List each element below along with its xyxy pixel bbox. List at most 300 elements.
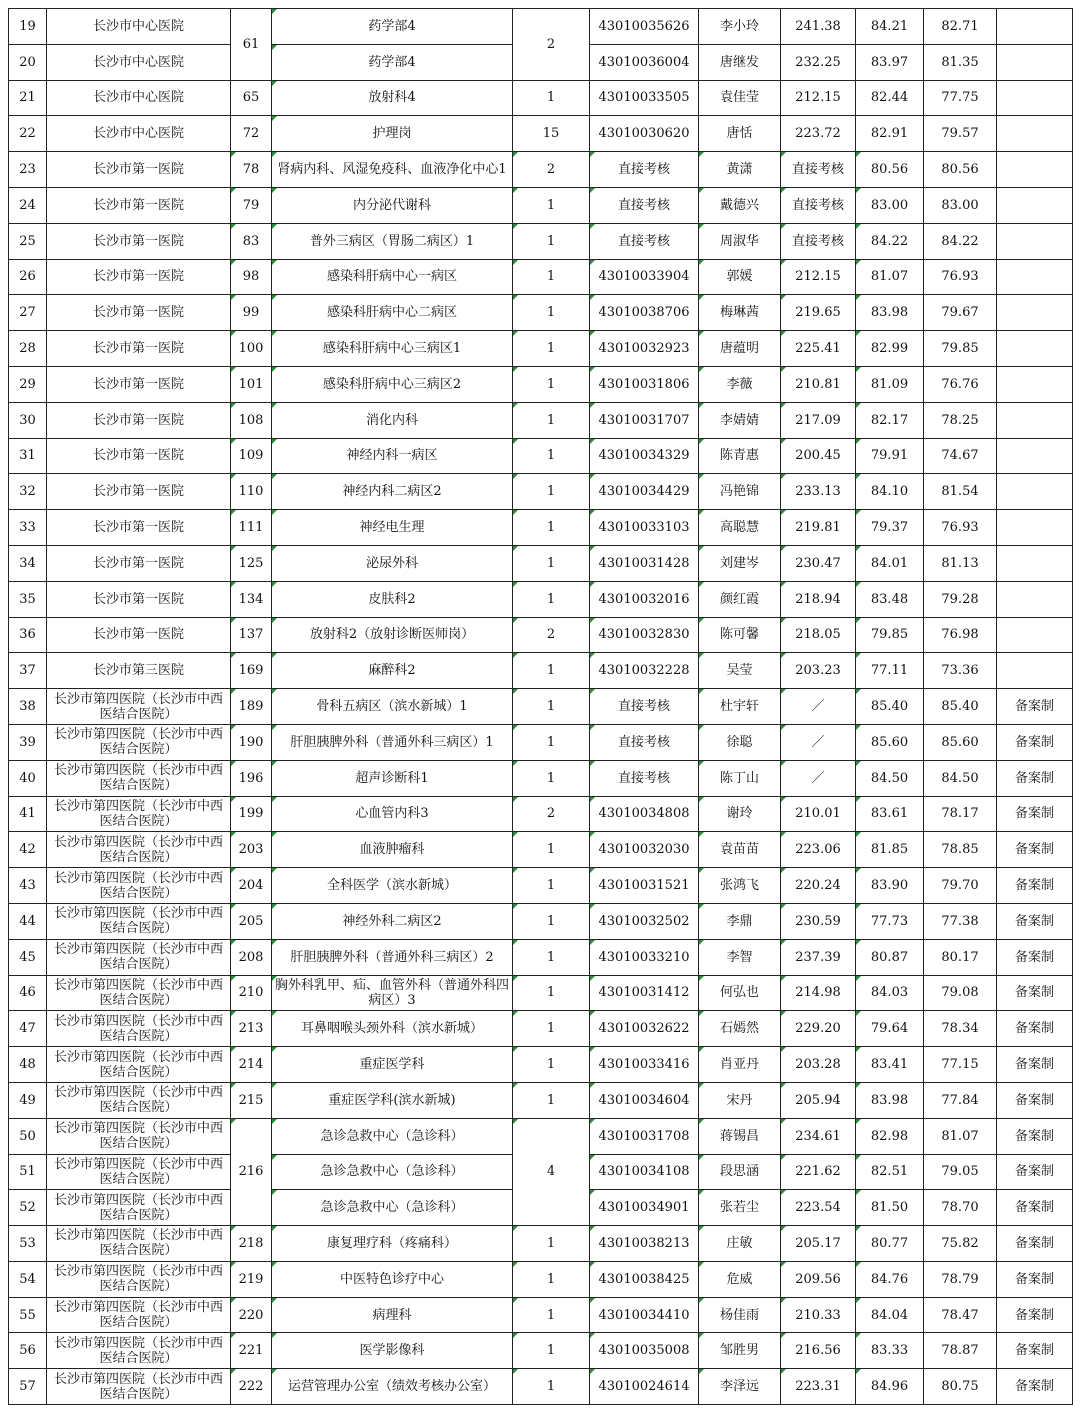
hiring-plan-cell: 1 bbox=[513, 366, 590, 402]
candidate-name-cell: 陈可馨 bbox=[699, 617, 781, 653]
hiring-plan-cell: 1 bbox=[513, 295, 590, 331]
table-row bbox=[9, 832, 1073, 868]
remark-cell bbox=[997, 510, 1073, 546]
hiring-plan-cell: 1 bbox=[513, 187, 590, 223]
total-score-cell: 80.56 bbox=[924, 152, 997, 188]
row-number-cell: 39 bbox=[9, 724, 47, 760]
table-row bbox=[9, 1118, 1073, 1154]
hiring-plan-cell: 1 bbox=[513, 438, 590, 474]
hiring-plan-cell: 1 bbox=[513, 1261, 590, 1297]
hiring-plan-cell: 2 bbox=[513, 9, 590, 81]
ticket-number-cell: 43010033416 bbox=[590, 1047, 699, 1083]
interview-score-cell: 83.61 bbox=[856, 796, 924, 832]
department-cell: 神经内科二病区2 bbox=[272, 474, 513, 510]
interview-score-cell: 77.11 bbox=[856, 653, 924, 689]
row-number-cell: 23 bbox=[9, 152, 47, 188]
hiring-plan-cell: 1 bbox=[513, 80, 590, 116]
candidate-name-cell: 张若尘 bbox=[699, 1190, 781, 1226]
hospital-cell: 长沙市第四医院（长沙市中西医结合医院） bbox=[47, 975, 231, 1011]
table-row bbox=[9, 152, 1073, 188]
interview-score-cell: 82.98 bbox=[856, 1118, 924, 1154]
hiring-plan-cell: 2 bbox=[513, 617, 590, 653]
position-code-cell: 214 bbox=[231, 1047, 272, 1083]
total-score-cell: 81.13 bbox=[924, 545, 997, 581]
candidate-name-cell: 陈青惠 bbox=[699, 438, 781, 474]
hospital-cell: 长沙市第四医院（长沙市中西医结合医院） bbox=[47, 1118, 231, 1154]
written-score-cell: 230.59 bbox=[781, 903, 856, 939]
hiring-plan-cell: 1 bbox=[513, 689, 590, 725]
table-row bbox=[9, 903, 1073, 939]
hiring-plan-cell: 1 bbox=[513, 581, 590, 617]
table-row bbox=[9, 1369, 1073, 1405]
written-score-cell: 210.33 bbox=[781, 1297, 856, 1333]
department-cell: 感染科肝病中心二病区 bbox=[272, 295, 513, 331]
row-number-cell: 28 bbox=[9, 331, 47, 367]
candidate-name-cell: 危威 bbox=[699, 1261, 781, 1297]
candidate-name-cell: 李婧婧 bbox=[699, 402, 781, 438]
total-score-cell: 76.93 bbox=[924, 510, 997, 546]
remark-cell bbox=[997, 223, 1073, 259]
written-score-cell: 212.15 bbox=[781, 80, 856, 116]
candidate-name-cell: 梅琳茜 bbox=[699, 295, 781, 331]
department-cell: 病理科 bbox=[272, 1297, 513, 1333]
ticket-number-cell: 43010032016 bbox=[590, 581, 699, 617]
row-number-cell: 35 bbox=[9, 581, 47, 617]
written-score-cell: 223.72 bbox=[781, 116, 856, 152]
candidate-name-cell: 吴莹 bbox=[699, 653, 781, 689]
department-cell: 血液肿瘤科 bbox=[272, 832, 513, 868]
candidate-name-cell: 徐聪 bbox=[699, 724, 781, 760]
ticket-number-cell: 43010032830 bbox=[590, 617, 699, 653]
remark-cell: 备案制 bbox=[997, 1226, 1073, 1262]
table-body bbox=[9, 9, 1073, 1405]
candidate-name-cell: 唐蕴明 bbox=[699, 331, 781, 367]
candidate-name-cell: 李泽远 bbox=[699, 1369, 781, 1405]
remark-cell: 备案制 bbox=[997, 903, 1073, 939]
department-cell: 急诊急救中心（急诊科） bbox=[272, 1154, 513, 1190]
department-cell: 全科医学（滨水新城） bbox=[272, 868, 513, 904]
department-cell: 心血管内科3 bbox=[272, 796, 513, 832]
remark-cell bbox=[997, 474, 1073, 510]
hospital-cell: 长沙市第四医院（长沙市中西医结合医院） bbox=[47, 939, 231, 975]
remark-cell: 备案制 bbox=[997, 1297, 1073, 1333]
row-number-cell: 45 bbox=[9, 939, 47, 975]
hospital-cell: 长沙市第一医院 bbox=[47, 295, 231, 331]
interview-score-cell: 79.37 bbox=[856, 510, 924, 546]
position-code-cell: 208 bbox=[231, 939, 272, 975]
table-row bbox=[9, 116, 1073, 152]
department-cell: 重症医学科(滨水新城) bbox=[272, 1082, 513, 1118]
remark-cell bbox=[997, 152, 1073, 188]
hospital-cell: 长沙市第一医院 bbox=[47, 402, 231, 438]
total-score-cell: 77.84 bbox=[924, 1082, 997, 1118]
ticket-number-cell: 43010034410 bbox=[590, 1297, 699, 1333]
candidate-name-cell: 杜宇轩 bbox=[699, 689, 781, 725]
department-cell: 耳鼻咽喉头颈外科（滨水新城） bbox=[272, 1011, 513, 1047]
table-row bbox=[9, 223, 1073, 259]
hospital-cell: 长沙市中心医院 bbox=[47, 80, 231, 116]
total-score-cell: 82.71 bbox=[924, 9, 997, 45]
remark-cell bbox=[997, 44, 1073, 80]
interview-score-cell: 84.50 bbox=[856, 760, 924, 796]
table-row bbox=[9, 474, 1073, 510]
hospital-cell: 长沙市第一医院 bbox=[47, 510, 231, 546]
remark-cell: 备案制 bbox=[997, 1011, 1073, 1047]
written-score-cell: 223.06 bbox=[781, 832, 856, 868]
interview-score-cell: 82.17 bbox=[856, 402, 924, 438]
row-number-cell: 46 bbox=[9, 975, 47, 1011]
position-code-cell: 210 bbox=[231, 975, 272, 1011]
row-number-cell: 37 bbox=[9, 653, 47, 689]
total-score-cell: 76.98 bbox=[924, 617, 997, 653]
total-score-cell: 78.47 bbox=[924, 1297, 997, 1333]
hospital-cell: 长沙市第四医院（长沙市中西医结合医院） bbox=[47, 1333, 231, 1369]
department-cell: 神经外科二病区2 bbox=[272, 903, 513, 939]
hospital-cell: 长沙市第一医院 bbox=[47, 187, 231, 223]
remark-cell bbox=[997, 116, 1073, 152]
table-row bbox=[9, 796, 1073, 832]
hospital-cell: 长沙市第一医院 bbox=[47, 259, 231, 295]
position-code-cell: 199 bbox=[231, 796, 272, 832]
table-row bbox=[9, 1261, 1073, 1297]
row-number-cell: 50 bbox=[9, 1118, 47, 1154]
position-code-cell: 203 bbox=[231, 832, 272, 868]
department-cell: 皮肤科2 bbox=[272, 581, 513, 617]
position-code-cell: 61 bbox=[231, 9, 272, 81]
written-score-cell: 210.01 bbox=[781, 796, 856, 832]
remark-cell bbox=[997, 331, 1073, 367]
remark-cell bbox=[997, 9, 1073, 45]
position-code-cell: 98 bbox=[231, 259, 272, 295]
table-row bbox=[9, 259, 1073, 295]
total-score-cell: 81.07 bbox=[924, 1118, 997, 1154]
total-score-cell: 76.76 bbox=[924, 366, 997, 402]
position-code-cell: 101 bbox=[231, 366, 272, 402]
remark-cell bbox=[997, 295, 1073, 331]
hospital-cell: 长沙市第四医院（长沙市中西医结合医院） bbox=[47, 1261, 231, 1297]
total-score-cell: 77.75 bbox=[924, 80, 997, 116]
written-score-cell: 217.09 bbox=[781, 402, 856, 438]
total-score-cell: 74.67 bbox=[924, 438, 997, 474]
candidate-name-cell: 李鼎 bbox=[699, 903, 781, 939]
table-row bbox=[9, 9, 1073, 45]
department-cell: 消化内科 bbox=[272, 402, 513, 438]
interview-score-cell: 84.22 bbox=[856, 223, 924, 259]
interview-score-cell: 81.85 bbox=[856, 832, 924, 868]
written-score-cell: 210.81 bbox=[781, 366, 856, 402]
position-code-cell: 204 bbox=[231, 868, 272, 904]
ticket-number-cell: 43010035008 bbox=[590, 1333, 699, 1369]
written-score-cell: 203.28 bbox=[781, 1047, 856, 1083]
remark-cell bbox=[997, 653, 1073, 689]
written-score-cell: 203.23 bbox=[781, 653, 856, 689]
hospital-cell: 长沙市第四医院（长沙市中西医结合医院） bbox=[47, 689, 231, 725]
hospital-cell: 长沙市第四医院（长沙市中西医结合医院） bbox=[47, 796, 231, 832]
position-code-cell: 134 bbox=[231, 581, 272, 617]
remark-cell: 备案制 bbox=[997, 1082, 1073, 1118]
interview-score-cell: 83.41 bbox=[856, 1047, 924, 1083]
remark-cell: 备案制 bbox=[997, 1261, 1073, 1297]
candidate-name-cell: 段思涵 bbox=[699, 1154, 781, 1190]
table-row bbox=[9, 1297, 1073, 1333]
written-score-cell: 233.13 bbox=[781, 474, 856, 510]
written-score-cell: 232.25 bbox=[781, 44, 856, 80]
table-row bbox=[9, 724, 1073, 760]
total-score-cell: 78.70 bbox=[924, 1190, 997, 1226]
department-cell: 急诊急救中心（急诊科） bbox=[272, 1118, 513, 1154]
row-number-cell: 24 bbox=[9, 187, 47, 223]
department-cell: 内分泌代谢科 bbox=[272, 187, 513, 223]
hospital-cell: 长沙市第一医院 bbox=[47, 223, 231, 259]
total-score-cell: 79.85 bbox=[924, 331, 997, 367]
position-code-cell: 111 bbox=[231, 510, 272, 546]
position-code-cell: 218 bbox=[231, 1226, 272, 1262]
department-cell: 感染科肝病中心三病区1 bbox=[272, 331, 513, 367]
row-number-cell: 48 bbox=[9, 1047, 47, 1083]
written-score-cell: 212.15 bbox=[781, 259, 856, 295]
position-code-cell: 65 bbox=[231, 80, 272, 116]
total-score-cell: 84.50 bbox=[924, 760, 997, 796]
department-cell: 中医特色诊疗中心 bbox=[272, 1261, 513, 1297]
remark-cell bbox=[997, 187, 1073, 223]
row-number-cell: 40 bbox=[9, 760, 47, 796]
department-cell: 放射科2（放射诊断医师岗） bbox=[272, 617, 513, 653]
interview-score-cell: 79.85 bbox=[856, 617, 924, 653]
row-number-cell: 42 bbox=[9, 832, 47, 868]
total-score-cell: 79.05 bbox=[924, 1154, 997, 1190]
department-cell: 重症医学科 bbox=[272, 1047, 513, 1083]
department-cell: 神经内科一病区 bbox=[272, 438, 513, 474]
hospital-cell: 长沙市第一医院 bbox=[47, 152, 231, 188]
row-number-cell: 29 bbox=[9, 366, 47, 402]
row-number-cell: 32 bbox=[9, 474, 47, 510]
ticket-number-cell: 43010033210 bbox=[590, 939, 699, 975]
row-number-cell: 38 bbox=[9, 689, 47, 725]
department-cell: 感染科肝病中心三病区2 bbox=[272, 366, 513, 402]
written-score-cell: 237.39 bbox=[781, 939, 856, 975]
remark-cell: 备案制 bbox=[997, 796, 1073, 832]
hospital-cell: 长沙市第一医院 bbox=[47, 617, 231, 653]
ticket-number-cell: 43010034329 bbox=[590, 438, 699, 474]
row-number-cell: 31 bbox=[9, 438, 47, 474]
remark-cell: 备案制 bbox=[997, 832, 1073, 868]
written-score-cell: 218.94 bbox=[781, 581, 856, 617]
results-table bbox=[8, 8, 1073, 1405]
written-score-cell: ／ bbox=[781, 724, 856, 760]
hiring-plan-cell: 1 bbox=[513, 868, 590, 904]
hiring-plan-cell: 1 bbox=[513, 724, 590, 760]
hospital-cell: 长沙市第四医院（长沙市中西医结合医院） bbox=[47, 1226, 231, 1262]
row-number-cell: 21 bbox=[9, 80, 47, 116]
written-score-cell: 223.31 bbox=[781, 1369, 856, 1405]
position-code-cell: 100 bbox=[231, 331, 272, 367]
ticket-number-cell: 43010031428 bbox=[590, 545, 699, 581]
ticket-number-cell: 43010033904 bbox=[590, 259, 699, 295]
interview-score-cell: 83.33 bbox=[856, 1333, 924, 1369]
written-score-cell: 223.54 bbox=[781, 1190, 856, 1226]
interview-score-cell: 83.97 bbox=[856, 44, 924, 80]
position-code-cell: 216 bbox=[231, 1118, 272, 1225]
total-score-cell: 75.82 bbox=[924, 1226, 997, 1262]
ticket-number-cell: 直接考核 bbox=[590, 760, 699, 796]
total-score-cell: 84.22 bbox=[924, 223, 997, 259]
department-cell: 药学部4 bbox=[272, 44, 513, 80]
table-row bbox=[9, 438, 1073, 474]
ticket-number-cell: 43010031521 bbox=[590, 868, 699, 904]
ticket-number-cell: 直接考核 bbox=[590, 724, 699, 760]
hiring-plan-cell: 15 bbox=[513, 116, 590, 152]
total-score-cell: 80.75 bbox=[924, 1369, 997, 1405]
written-score-cell: 234.61 bbox=[781, 1118, 856, 1154]
table-row bbox=[9, 80, 1073, 116]
department-cell: 医学影像科 bbox=[272, 1333, 513, 1369]
interview-score-cell: 84.76 bbox=[856, 1261, 924, 1297]
table-row bbox=[9, 295, 1073, 331]
total-score-cell: 80.17 bbox=[924, 939, 997, 975]
interview-score-cell: 80.77 bbox=[856, 1226, 924, 1262]
candidate-name-cell: 庄敏 bbox=[699, 1226, 781, 1262]
hiring-plan-cell: 1 bbox=[513, 545, 590, 581]
position-code-cell: 220 bbox=[231, 1297, 272, 1333]
row-number-cell: 49 bbox=[9, 1082, 47, 1118]
hiring-plan-cell: 1 bbox=[513, 1082, 590, 1118]
position-code-cell: 219 bbox=[231, 1261, 272, 1297]
candidate-name-cell: 李智 bbox=[699, 939, 781, 975]
remark-cell: 备案制 bbox=[997, 760, 1073, 796]
interview-score-cell: 84.96 bbox=[856, 1369, 924, 1405]
candidate-name-cell: 唐恬 bbox=[699, 116, 781, 152]
total-score-cell: 78.25 bbox=[924, 402, 997, 438]
interview-score-cell: 84.21 bbox=[856, 9, 924, 45]
written-score-cell: 直接考核 bbox=[781, 152, 856, 188]
table-row bbox=[9, 1011, 1073, 1047]
hospital-cell: 长沙市中心医院 bbox=[47, 44, 231, 80]
table-row bbox=[9, 868, 1073, 904]
interview-score-cell: 82.44 bbox=[856, 80, 924, 116]
written-score-cell: ／ bbox=[781, 689, 856, 725]
hospital-cell: 长沙市第四医院（长沙市中西医结合医院） bbox=[47, 1047, 231, 1083]
ticket-number-cell: 直接考核 bbox=[590, 223, 699, 259]
position-code-cell: 169 bbox=[231, 653, 272, 689]
total-score-cell: 79.57 bbox=[924, 116, 997, 152]
ticket-number-cell: 43010033505 bbox=[590, 80, 699, 116]
candidate-name-cell: 陈丁山 bbox=[699, 760, 781, 796]
written-score-cell: 218.05 bbox=[781, 617, 856, 653]
total-score-cell: 73.36 bbox=[924, 653, 997, 689]
hiring-plan-cell: 1 bbox=[513, 760, 590, 796]
department-cell: 放射科4 bbox=[272, 80, 513, 116]
row-number-cell: 43 bbox=[9, 868, 47, 904]
written-score-cell: 241.38 bbox=[781, 9, 856, 45]
candidate-name-cell: 郭媛 bbox=[699, 259, 781, 295]
position-code-cell: 109 bbox=[231, 438, 272, 474]
department-cell: 肝胆胰脾外科（普通外科三病区）2 bbox=[272, 939, 513, 975]
position-code-cell: 215 bbox=[231, 1082, 272, 1118]
hiring-plan-cell: 2 bbox=[513, 152, 590, 188]
row-number-cell: 33 bbox=[9, 510, 47, 546]
hospital-cell: 长沙市第四医院（长沙市中西医结合医院） bbox=[47, 868, 231, 904]
remark-cell bbox=[997, 259, 1073, 295]
candidate-name-cell: 邹胜男 bbox=[699, 1333, 781, 1369]
interview-score-cell: 80.56 bbox=[856, 152, 924, 188]
remark-cell bbox=[997, 545, 1073, 581]
position-code-cell: 72 bbox=[231, 116, 272, 152]
ticket-number-cell: 43010035626 bbox=[590, 9, 699, 45]
hospital-cell: 长沙市第四医院（长沙市中西医结合医院） bbox=[47, 1154, 231, 1190]
hospital-cell: 长沙市第三医院 bbox=[47, 653, 231, 689]
written-score-cell: 205.17 bbox=[781, 1226, 856, 1262]
hiring-plan-cell: 1 bbox=[513, 402, 590, 438]
row-number-cell: 52 bbox=[9, 1190, 47, 1226]
total-score-cell: 81.35 bbox=[924, 44, 997, 80]
row-number-cell: 44 bbox=[9, 903, 47, 939]
candidate-name-cell: 蒋锡昌 bbox=[699, 1118, 781, 1154]
hiring-plan-cell: 1 bbox=[513, 975, 590, 1011]
candidate-name-cell: 谢玲 bbox=[699, 796, 781, 832]
row-number-cell: 51 bbox=[9, 1154, 47, 1190]
table-row bbox=[9, 760, 1073, 796]
position-code-cell: 221 bbox=[231, 1333, 272, 1369]
candidate-name-cell: 宋丹 bbox=[699, 1082, 781, 1118]
department-cell: 护理岗 bbox=[272, 116, 513, 152]
ticket-number-cell: 43010032622 bbox=[590, 1011, 699, 1047]
hiring-plan-cell: 1 bbox=[513, 903, 590, 939]
table-row bbox=[9, 1333, 1073, 1369]
row-number-cell: 41 bbox=[9, 796, 47, 832]
written-score-cell: 209.56 bbox=[781, 1261, 856, 1297]
candidate-name-cell: 张鸿飞 bbox=[699, 868, 781, 904]
position-code-cell: 137 bbox=[231, 617, 272, 653]
total-score-cell: 77.38 bbox=[924, 903, 997, 939]
row-number-cell: 55 bbox=[9, 1297, 47, 1333]
table-row bbox=[9, 1047, 1073, 1083]
table-row bbox=[9, 653, 1073, 689]
department-cell: 神经电生理 bbox=[272, 510, 513, 546]
table-row bbox=[9, 510, 1073, 546]
table-row bbox=[9, 617, 1073, 653]
ticket-number-cell: 43010031412 bbox=[590, 975, 699, 1011]
hospital-cell: 长沙市第四医院（长沙市中西医结合医院） bbox=[47, 724, 231, 760]
ticket-number-cell: 43010036004 bbox=[590, 44, 699, 80]
department-cell: 泌尿外科 bbox=[272, 545, 513, 581]
department-cell: 康复理疗科（疼痛科） bbox=[272, 1226, 513, 1262]
hospital-cell: 长沙市第一医院 bbox=[47, 438, 231, 474]
ticket-number-cell: 直接考核 bbox=[590, 187, 699, 223]
candidate-name-cell: 李小玲 bbox=[699, 9, 781, 45]
ticket-number-cell: 43010032502 bbox=[590, 903, 699, 939]
hiring-plan-cell: 1 bbox=[513, 1226, 590, 1262]
written-score-cell: ／ bbox=[781, 760, 856, 796]
remark-cell: 备案制 bbox=[997, 1118, 1073, 1154]
total-score-cell: 77.15 bbox=[924, 1047, 997, 1083]
interview-score-cell: 82.99 bbox=[856, 331, 924, 367]
interview-score-cell: 84.03 bbox=[856, 975, 924, 1011]
interview-score-cell: 80.87 bbox=[856, 939, 924, 975]
ticket-number-cell: 直接考核 bbox=[590, 689, 699, 725]
remark-cell: 备案制 bbox=[997, 868, 1073, 904]
ticket-number-cell: 43010038425 bbox=[590, 1261, 699, 1297]
interview-score-cell: 84.10 bbox=[856, 474, 924, 510]
total-score-cell: 81.54 bbox=[924, 474, 997, 510]
written-score-cell: 200.45 bbox=[781, 438, 856, 474]
ticket-number-cell: 43010032923 bbox=[590, 331, 699, 367]
candidate-name-cell: 颜红霞 bbox=[699, 581, 781, 617]
remark-cell: 备案制 bbox=[997, 689, 1073, 725]
ticket-number-cell: 43010024614 bbox=[590, 1369, 699, 1405]
table-row bbox=[9, 545, 1073, 581]
department-cell: 肝胆胰脾外科（普通外科三病区）1 bbox=[272, 724, 513, 760]
remark-cell bbox=[997, 366, 1073, 402]
